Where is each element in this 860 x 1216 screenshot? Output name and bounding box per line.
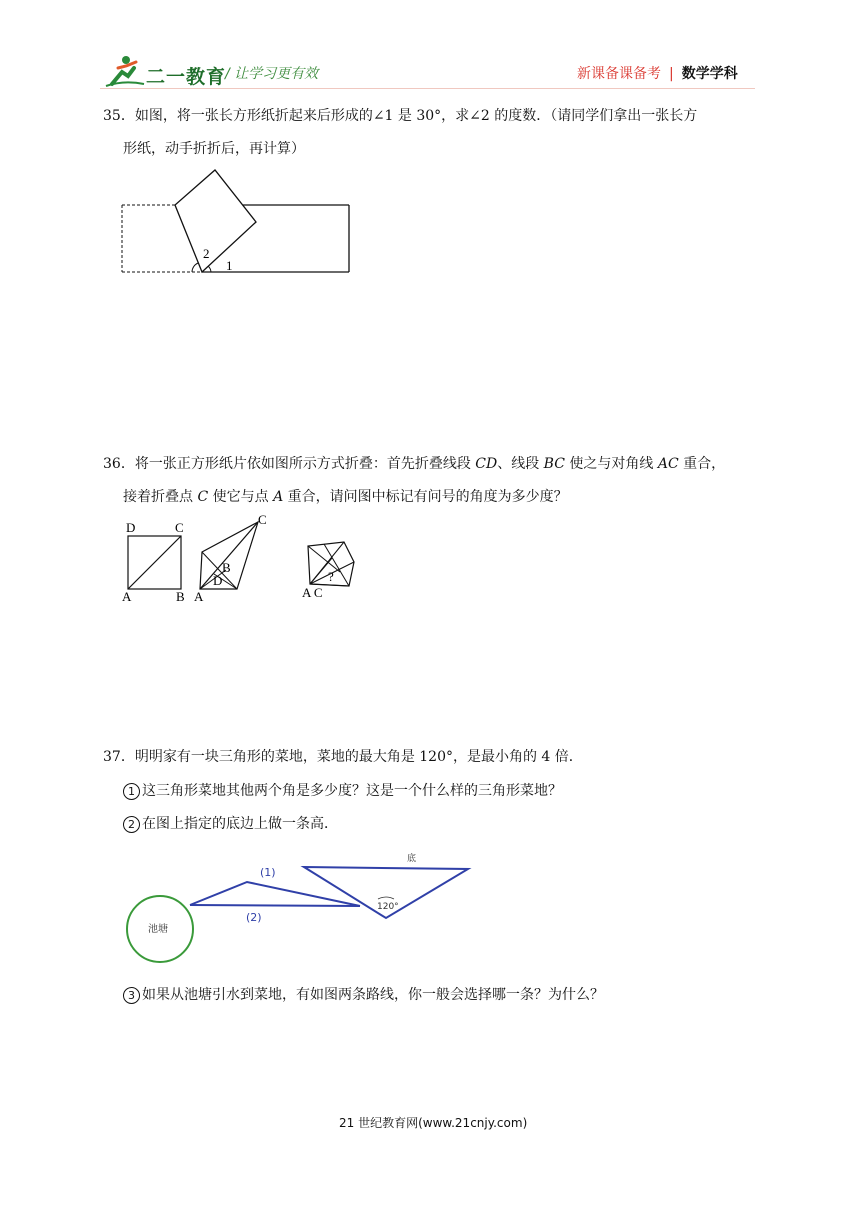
header (0, 0, 860, 90)
circle-num-2: 2 (123, 816, 140, 833)
q36-text-e: 接着折叠点 (123, 489, 198, 505)
q35-line2: 形纸，动手折折后，再计算） (123, 141, 305, 157)
q35-line1: 35．如图，将一张长方形纸折起来后形成的∠1 是 30°，求∠2 的度数．（请同学们拿出一张长方 (103, 108, 698, 124)
q36-line1 (103, 457, 725, 471)
q37-sub1-text: 这三角形菜地其他两个角是多少度？这是一个什么样的三角形菜地？ (142, 783, 562, 799)
circle-num-1: 1 (123, 783, 140, 800)
q36-segment-cd: CD (475, 456, 498, 472)
angle-120-label: 120° (377, 902, 399, 912)
q36-text-g: 重合，请问图中标记有问号的角度为多少度？ (283, 489, 568, 505)
q36-diagonal-ac: AC (657, 456, 679, 472)
q36-figure (118, 512, 368, 604)
q36-line2 (123, 490, 568, 504)
q36-segment-bc: BC (543, 456, 565, 472)
route-2-label: (2) (246, 911, 262, 924)
q37-sub2 (123, 816, 338, 833)
course-label: 新课备课备考 (577, 66, 661, 82)
diagonal-ac (128, 536, 181, 589)
fig1-label-c: C (175, 520, 184, 535)
subject-label: 数学学科 (681, 66, 738, 82)
angle-1-label: 1 (226, 258, 233, 273)
slogan: / 让学习更有效 (225, 66, 319, 82)
fig3-question-mark: ? (328, 569, 334, 584)
q36-point-a: A (273, 489, 284, 505)
q36-text-a: 36．将一张正方形纸片依如图所示方式折叠：首先折叠线段 (103, 456, 476, 472)
pond-label: 池塘 (148, 924, 168, 935)
q36-text-d: 重合， (678, 456, 726, 472)
q37-sub1 (123, 783, 562, 800)
angle-arc-1 (208, 266, 211, 272)
header-divider (100, 88, 755, 89)
runner-logo-icon (104, 54, 146, 88)
header-right (577, 63, 738, 83)
fig1-label-b: B (176, 589, 185, 604)
logo-text: 二一教育 (146, 66, 227, 88)
fig1-label-d: D (126, 520, 136, 535)
q36-text-c: 使之与对角线 (564, 456, 658, 472)
circle-num-3: 3 (123, 987, 140, 1004)
q35-figure (118, 166, 358, 278)
header-separator: | (669, 66, 674, 82)
q36-text-b: 、线段 (497, 456, 544, 472)
footer-text: 21 世纪教育网(www.21cnjy.com) (339, 1116, 528, 1130)
kite-diagonal (200, 522, 258, 589)
fig1-label-a: A (122, 589, 132, 604)
q36-point-c: C (197, 489, 209, 505)
q36-text-f: 使它与点 (208, 489, 274, 505)
q37-sub3-text: 如果从池塘引水到菜地，有如图两条路线，你一般会选择哪一条？为什么？ (142, 987, 604, 1003)
route-2-path (190, 905, 360, 906)
base-label: 底 (407, 854, 417, 864)
fig3-label-ac: A C (302, 585, 323, 600)
q37-sub3 (123, 987, 604, 1004)
q37-figure (120, 848, 480, 968)
angle-arc-icon (378, 897, 394, 899)
folded-flap (175, 170, 256, 272)
fig2-label-c: C (258, 512, 267, 527)
angle-2-label: 2 (203, 246, 210, 261)
q37-line1: 37．明明家有一块三角形的菜地，菜地的最大角是 120°，是最小角的 4 倍． (103, 749, 583, 765)
fig2-label-a: A (194, 589, 204, 604)
route-1-label: (1) (260, 866, 276, 879)
fig2-label-b: B (222, 560, 231, 575)
q37-sub2-text: 在图上指定的底边上做一条高． (142, 816, 338, 832)
angle-arc (192, 263, 198, 272)
fig2-label-d: D (213, 573, 223, 588)
